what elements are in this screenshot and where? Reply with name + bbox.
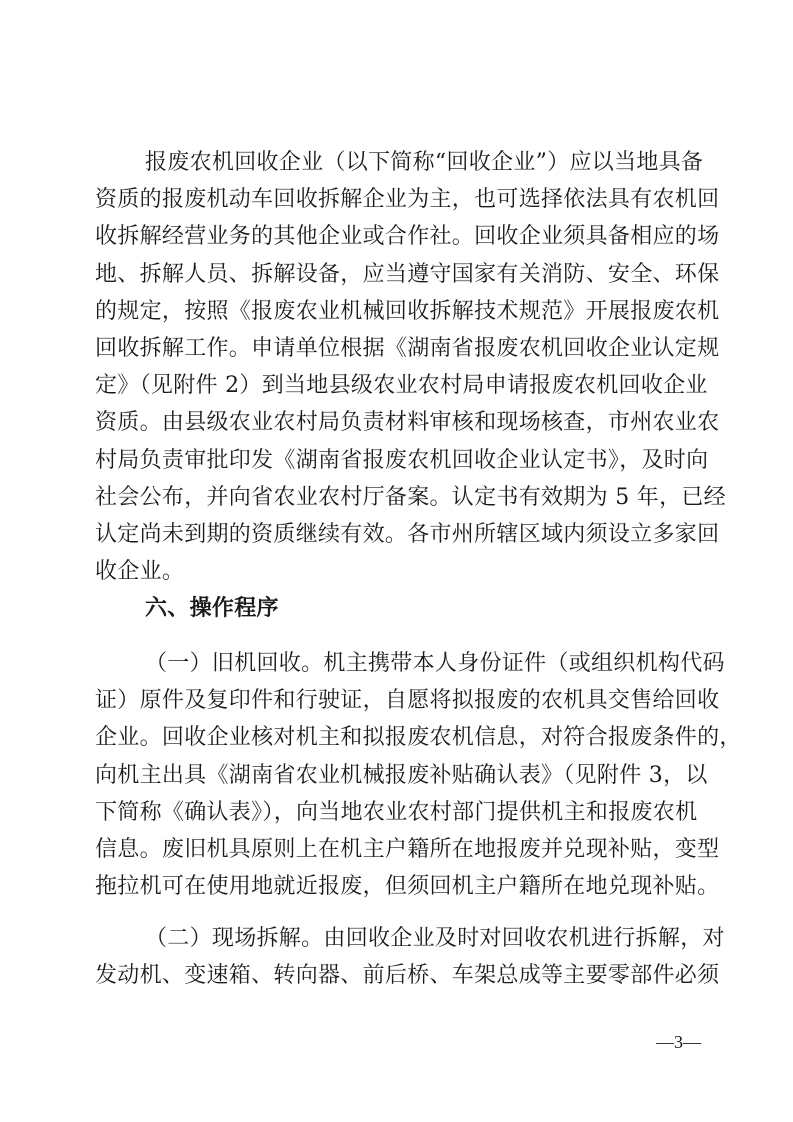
text-line: 认定尚未到期的资质继续有效。各市州所辖区域内须设立多家回 (95, 521, 720, 547)
text-line: 资质。由县级农业农村局负责材料审核和现场核查，市州农业农 (95, 410, 720, 436)
text-line: 的规定，按照《报废农业机械回收拆解技术规范》开展报废农机 (95, 298, 720, 324)
section-heading: 六、操作程序 (145, 596, 279, 621)
text-line: 企业。回收企业核对机主和拟报废农机信息，对符合报废条件的， (95, 725, 742, 751)
text-line: 资质的报废机动车回收拆解企业为主，也可选择依法具有农机回 (95, 187, 720, 213)
text-line: 证）原件及复印件和行驶证，自愿将拟报废的农机具交售给回收 (95, 688, 720, 714)
paragraph-recycling-enterprise (95, 144, 726, 590)
text-line: 下简称《确认表》），向当地农业农村部门提供机主和报废农机 (95, 799, 698, 825)
text-line: 回收拆解工作。申请单位根据《湖南省报废农机回收企业认定规 (95, 335, 720, 361)
section-heading-operation-procedure (95, 590, 715, 627)
text-line: 地、拆解人员、拆解设备，应当遵守国家有关消防、安全、环保 (95, 261, 720, 287)
text-line: 报废农机回收企业（以下简称“回收企业”）应以当地具备 (145, 150, 704, 175)
text-line: 发动机、变速箱、转向器、前后桥、车架总成等主要零部件必须 (95, 963, 720, 989)
text-line: （二）现场拆解。由回收企业及时对回收农机进行拆解，对 (145, 926, 725, 951)
paragraph-old-machine-recycling (95, 645, 742, 905)
text-line: 收拆解经营业务的其他企业或合作社。回收企业须具备相应的场 (95, 224, 720, 250)
text-line: 村局负责审批印发《湖南省报废农机回收企业认定书》，及时向 (95, 447, 709, 473)
page-number: —3— (656, 1032, 701, 1052)
paragraph-onsite-dismantling (95, 920, 725, 994)
text-line: 定》（见附件 2）到当地县级农业农村局申请报废农机回收企业 (95, 373, 708, 399)
text-line: 信息。废旧机具原则上在机主户籍所在地报废并兑现补贴，变型 (95, 836, 720, 862)
text-line: 拖拉机可在使用地就近报废，但须回机主户籍所在地兑现补贴。 (95, 874, 720, 900)
text-line: 收企业。 (95, 559, 185, 585)
text-line: 社会公布，并向省农业农村厅备案。认定书有效期为 5 年，已经 (95, 484, 726, 510)
text-line: 向机主出具《湖南省农业机械报废补贴确认表》（见附件 3，以 (95, 762, 708, 788)
text-line: （一）旧机回收。机主携带本人身份证件（或组织机构代码 (145, 651, 725, 676)
